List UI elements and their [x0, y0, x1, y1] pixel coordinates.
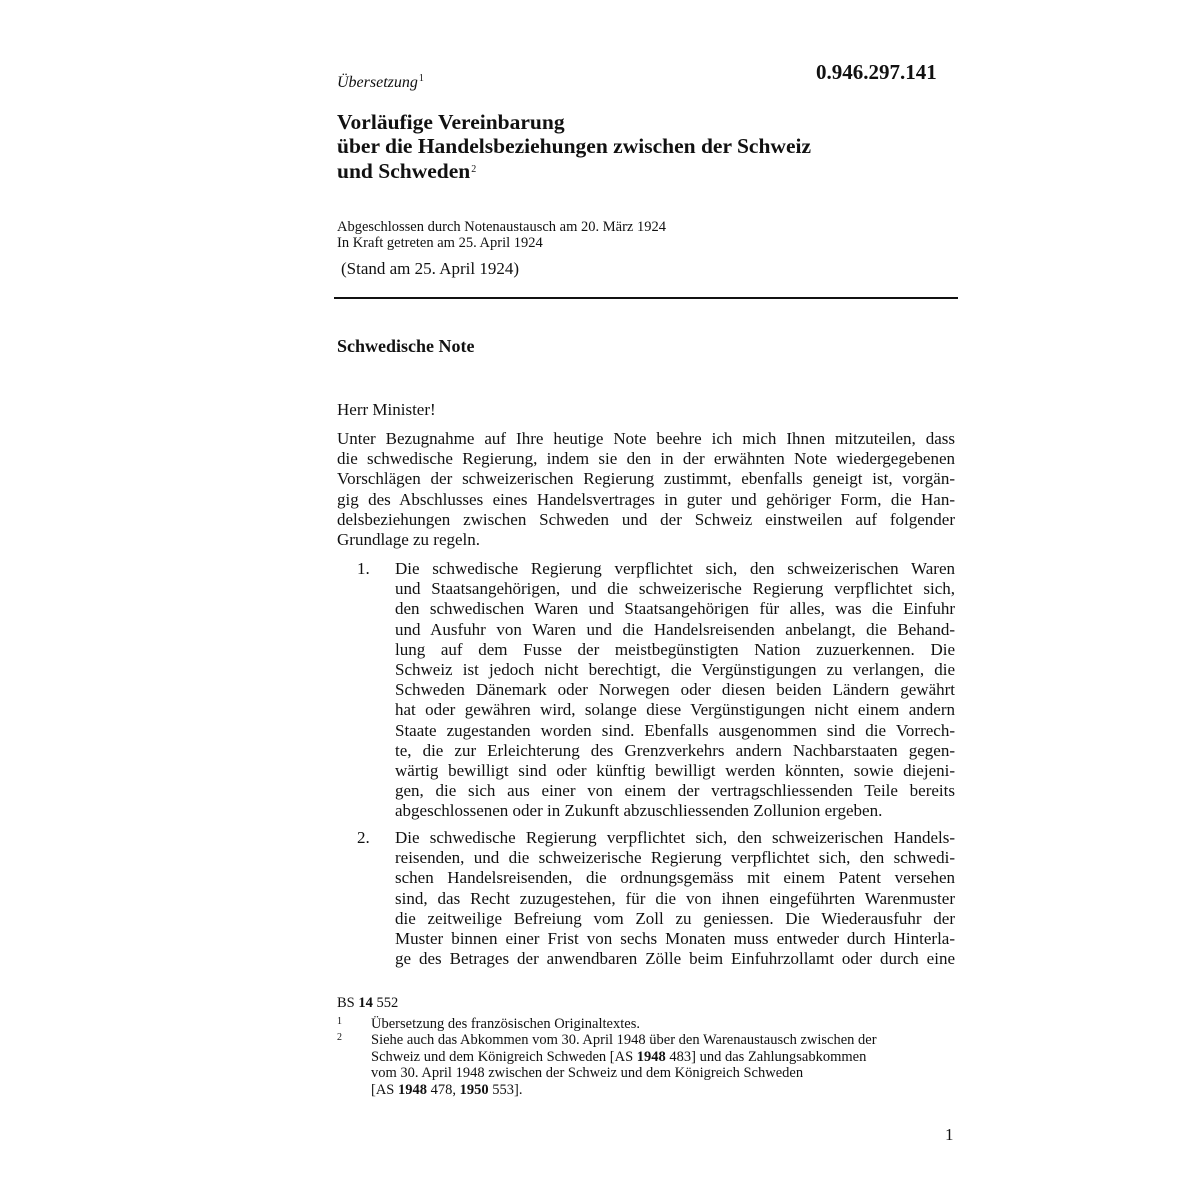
footnote-text-part: 483] und das Zahlungsabkommen [665, 1048, 867, 1065]
title-line-1: Vorläufige Vereinbarung [337, 110, 565, 134]
section-heading: Schwedische Note [337, 336, 475, 356]
concluded-date: Abgeschlossen durch Notenaustausch am 20. März 1924 [337, 219, 666, 235]
intro-line: Vorschlägen der schweizerischen Regierung zustimmt, ebenfalls geneigt ist, vorgän- [337, 469, 955, 489]
bs-reference [337, 995, 398, 1012]
as-reference-year[interactable]: 1948 [636, 1048, 666, 1065]
list-item-number: 2. [357, 828, 370, 847]
bs-prefix: BS [337, 995, 359, 1011]
intro-line: gig des Abschlusses eines Handelsvertrages in guter und gehöriger Form, die Han- [337, 489, 955, 509]
footnote-number: 1 [337, 1016, 342, 1027]
footnote-text: Übersetzung des französischen Originaltextes. [371, 1016, 640, 1032]
footnote-text-part: [AS [371, 1081, 398, 1098]
list-item-line: reisenden, und die schweizerische Regierung verpflichtet sich, den schwedi- [395, 848, 955, 868]
list-item-line: ge des Betrages der anwendbaren Zölle beim Einfuhrzollamt oder durch eine [395, 949, 955, 969]
list-item-line: Schweiz ist jedoch nicht berechtigt, die Vergünstigungen zu verlangen, die [395, 660, 955, 680]
list-item-line: hat oder gewähren wird, solange diese Vergünstigungen nicht einem andern [395, 700, 955, 720]
intro-line: Unter Bezugnahme auf Ihre heutige Note beehre ich mich Ihnen mitzuteilen, dass [337, 429, 955, 448]
header-divider [334, 297, 958, 299]
list-item-line: und Ausfuhr von Waren und die Handelsreisenden anbelangt, die Behand- [395, 619, 955, 639]
as-reference-year[interactable]: 1948 [398, 1081, 427, 1098]
intro-line: Grundlage zu regeln. [337, 530, 481, 550]
bs-volume: 14 [358, 995, 373, 1011]
footnote-text [371, 1032, 957, 1098]
list-item-line: wärtig bewilligt sind oder künftig bewilligt werden könnten, sowie diejeni- [395, 761, 955, 781]
footnote-1 [337, 1016, 957, 1033]
list-item-line: Die schwedische Regierung verpflichtet sich, den schweizerischen Handels- [395, 828, 955, 847]
list-item-line: te, die zur Erleichterung des Grenzverkehrs andern Nachbarstaaten gegen- [395, 740, 955, 760]
list-item-line: schen Handelsreisenden, die ordnungsgemäss mit einem Patent versehen [395, 868, 955, 888]
footnote-text-part: Schweiz und dem Königreich Schweden [AS [371, 1048, 637, 1065]
footnote-text-part: 553]. [488, 1081, 523, 1098]
footnote-2 [337, 1032, 957, 1098]
salutation: Herr Minister! [337, 400, 436, 419]
footnote-ref-2[interactable]: 2 [471, 164, 477, 175]
list-item-line: gen, die sich aus einer von einem der vertragschliessenden Teile bereits [395, 781, 955, 801]
list-item-line: die zeitweilige Befreiung vom Zoll zu geniessen. Die Wiederausfuhr der [395, 908, 955, 928]
list-item-line: Die schwedische Regierung verpflichtet sich, den schweizerischen Waren [395, 559, 955, 578]
list-item-line: und Staatsangehörigen, und die schweizerische Regierung verpflichtet sich, [395, 579, 955, 599]
list-item-line: lung auf dem Fusse der meistbegünstigten Nation zuzuerkennen. Die [395, 639, 955, 659]
translation-label-text: Übersetzung [337, 74, 418, 91]
list-item-line: abgeschlossenen oder in Zukunft abzuschliessenden Zollunion ergeben. [395, 801, 883, 821]
list-item-line: den schwedischen Waren und Staatsangehörigen für alles, was die Einfuhr [395, 599, 955, 619]
list-item-line: Muster binnen einer Frist von sechs Monaten muss entweder durch Hinterla- [395, 929, 955, 949]
document-metadata [337, 219, 666, 251]
footnote-line: Siehe auch das Abkommen vom 30. April 1948 über den Warenaustausch zwischen der [371, 1032, 877, 1048]
document-title [337, 110, 957, 183]
sr-number: 0.946.297.141 [816, 60, 937, 84]
list-item-1 [337, 559, 955, 822]
list-item-line: Staate zugestanden worden sind. Ebenfalls ausgenommen sind die Vorrech- [395, 720, 955, 740]
footnote-text-part: 478, [427, 1081, 460, 1098]
footnote-line [371, 1082, 957, 1099]
footnote-ref-1[interactable]: 1 [418, 73, 424, 84]
intro-line: delsbeziehungen zwischen Schweden und der Schweiz einstweilen auf folgender [337, 509, 955, 529]
status-date: (Stand am 25. April 1924) [341, 259, 520, 278]
footnote-number: 2 [337, 1032, 342, 1043]
footnote-line: vom 30. April 1948 zwischen der Schweiz und dem Königreich Schweden [371, 1065, 804, 1081]
title-line-3 [337, 158, 957, 183]
list-item-number: 1. [357, 559, 370, 578]
footnote-line [371, 1049, 957, 1066]
page-number: 1 [945, 1125, 954, 1144]
translation-label [337, 73, 424, 92]
list-item-2 [337, 828, 955, 969]
list-item-text [395, 828, 955, 969]
bs-page: 552 [372, 995, 399, 1011]
title-line-2: über die Handelsbeziehungen zwischen der Schweiz [337, 134, 812, 158]
list-item-line: Schweden Dänemark oder Norwegen oder diesen beiden Ländern gewährt [395, 680, 955, 700]
title-line-3-text: und Schweden [337, 159, 471, 183]
as-reference-year[interactable]: 1950 [459, 1081, 489, 1098]
in-force-date: In Kraft getreten am 25. April 1924 [337, 235, 543, 251]
list-item-line: sind, das Recht zuzugestehen, für die von ihnen eingeführten Warenmuster [395, 888, 955, 908]
list-item-text [395, 559, 955, 822]
intro-line: die schwedische Regierung, indem sie den in der erwähnten Note wiedergegebenen [337, 449, 955, 469]
intro-paragraph [337, 429, 955, 550]
